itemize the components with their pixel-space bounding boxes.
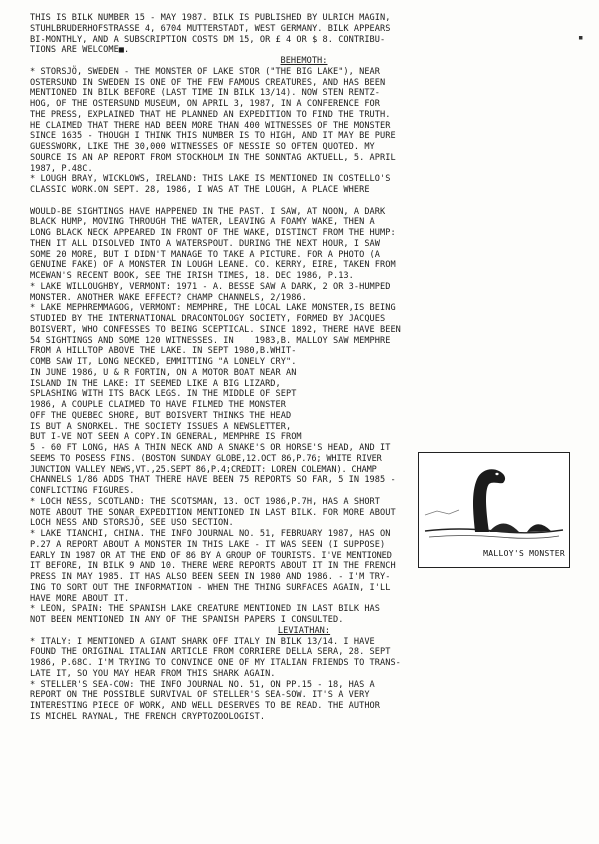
text-line: OFF THE QUEBEC SHORE, BUT BOISVERT THINKS THE HEAD bbox=[30, 410, 292, 421]
text-line: 54 SIGHTINGS AND SOME 120 WITNESSES. IN 1983,B. MALLOY SAW MEMPHRE bbox=[30, 335, 391, 346]
section-heading: LEVIATHAN: bbox=[277, 625, 331, 636]
margin-mark: ▪ bbox=[578, 33, 584, 43]
text-line: * LAKE WILLOUGHBY, VERMONT: 1971 - A. BESSE SAW A DARK, 2 OR 3-HUMPED bbox=[30, 281, 391, 292]
text-line: NOT BEEN MENTIONED IN ANY OF THE SPANISH PAPERS I CONSULTED. bbox=[30, 615, 344, 625]
text-line: P.27 A REPORT ABOUT A MONSTER IN THIS LAKE - IT WAS SEEN (I SUPPOSE) bbox=[30, 539, 386, 550]
text-line: FOUND THE ORIGINAL ITALIAN ARTICLE FROM CORRIERE DELLA SERA, 28. SEPT bbox=[30, 647, 391, 658]
malloys-monster-illustration bbox=[418, 452, 570, 568]
text-line: 1987, P.48C. bbox=[30, 163, 93, 174]
figure-caption: MALLOY'S MONSTER bbox=[483, 549, 565, 558]
text-line: IS MICHEL RAYNAL, THE FRENCH CRYPTOZOOLOGIST. bbox=[30, 711, 266, 722]
text-line: LOCH NESS AND STORSJÖ, SEE USO SECTION. bbox=[30, 518, 234, 529]
text-line: HAVE MORE ABOUT IT. bbox=[30, 593, 130, 604]
text-line: * LOUGH BRAY, WICKLOWS, IRELAND: THIS LAKE IS MENTIONED IN COSTELLO'S bbox=[30, 174, 391, 185]
text-line: 1986, A COUPLE CLAIMED TO HAVE FILMED THE MONSTER bbox=[30, 400, 286, 410]
text-line: IN JUNE 1986, U & R FORTIN, ON A MOTOR BOAT NEAR AN bbox=[30, 367, 297, 378]
text-line: THIS IS BILK NUMBER 15 - MAY 1987. BILK IS PUBLISHED BY ULRICH MAGIN, bbox=[30, 13, 391, 23]
text-line: SPLASHING WITH ITS BACK LEGS. IN THE MIDDLE OF SEPT bbox=[30, 389, 297, 400]
text-line: STUDIED BY THE INTERNATIONAL DRACONTOLOGY SOCIETY, FORMED BY JACQUES bbox=[30, 314, 386, 324]
text-line: * LEON, SPAIN: THE SPANISH LAKE CREATURE MENTIONED IN LAST BILK HAS bbox=[30, 604, 380, 615]
text-line: FROM A HILLTOP ABOVE THE LAKE. IN SEPT 1980,B.WHIT- bbox=[30, 346, 297, 357]
text-line: GUESSWORK, LIKE THE 30,000 WITNESSES OF NESSIE SO OFTEN QUOTED. MY bbox=[30, 142, 375, 152]
text-line: CHANNELS 1/86 ADDS THAT THERE HAVE BEEN 75 REPORTS SO FAR, 5 IN 1985 - bbox=[30, 475, 396, 486]
text-line: BOISVERT, WHO CONFESSES TO BEING SCEPTICAL. SINCE 1892, THERE HAVE BEEN bbox=[30, 324, 401, 335]
text-line: 5 - 60 FT LONG, HAS A THIN NECK AND A SNAKE'S OR HORSE'S HEAD, AND IT bbox=[30, 443, 391, 453]
text-line: BI-MONTHLY, AND A SUBSCRIPTION COSTS DM 15, OR £ 4 OR $ 8. CONTRIBU- bbox=[30, 34, 386, 45]
text-line: STUHLBRUDERHOFSTRASSE 4, 6704 MUTTERSTADT, WEST GERMANY. BILK APPEARS bbox=[30, 23, 391, 34]
section-heading: BEHEMOTH: bbox=[280, 56, 328, 66]
text-line: * LOCH NESS, SCOTLAND: THE SCOTSMAN, 13. OCT 1986,P.7H, HAS A SHORT bbox=[30, 496, 380, 507]
text-line: PRESS IN MAY 1985. IT HAS ALSO BEEN SEEN IN 1980 AND 1986. - I'M TRY- bbox=[30, 572, 391, 582]
text-line: IS BUT A SNORKEL. THE SOCIETY ISSUES A NEWSLETTER, bbox=[30, 421, 292, 432]
text-line: HE CLAIMED THAT THERE HAD BEEN MORE THAN 400 WITNESSES OF THE MONSTER bbox=[30, 120, 391, 131]
text-line: * ITALY: I MENTIONED A GIANT SHARK OFF ITALY IN BILK 13/14. I HAVE bbox=[30, 636, 375, 647]
text-line: 1986, P.68C. I'M TRYING TO CONVINCE ONE OF MY ITALIAN FRIENDS TO TRANS- bbox=[30, 658, 401, 668]
text-line: SOURCE IS AN AP REPORT FROM STOCKHOLM IN THE SONNTAG AKTUELL, 5. APRIL bbox=[30, 152, 396, 163]
lake-monster-drawing-icon bbox=[419, 453, 569, 549]
text-line: MONSTER. ANOTHER WAKE EFFECT? CHAMP CHANNELS, 2/1986. bbox=[30, 292, 307, 303]
text-line: THE PRESS, EXPLAINED THAT HE PLANNED AN EXPEDITION TO FIND THE TRUTH. bbox=[30, 109, 391, 120]
text-line: BLACK HUMP, MOVING THROUGH THE WATER, LEAVING A FOAMY WAKE, THEN A bbox=[30, 217, 375, 228]
text-line: LATE IT, SO YOU MAY HEAR FROM THIS SHARK AGAIN. bbox=[30, 668, 276, 679]
text-line: * LAKE TIANCHI, CHINA. THE INFO JOURNAL NO. 51, FEBRUARY 1987, HAS ON bbox=[30, 529, 391, 539]
text-line: * LAKE MEPHREMMAGOG, VERMONT: MEMPHRE, THE LOCAL LAKE MONSTER,IS BEING bbox=[30, 303, 396, 314]
text-line: SEEMS TO POSESS FINS. (BOSTON SUNDAY GLOBE,12.OCT 86,P.76; WHITE RIVER bbox=[30, 453, 382, 464]
text-line: ISLAND IN THE LAKE: IT SEEMED LIKE A BIG LIZARD, bbox=[30, 378, 281, 389]
text-line: OSTERSUND IN SWEDEN IS ONE OF THE FEW FAMOUS CREATURES, AND HAS BEEN bbox=[30, 77, 386, 88]
text-line: MCEWAN'S RECENT BOOK, SEE THE IRISH TIMES, 18. DEC 1986, P.13. bbox=[30, 271, 354, 281]
text-line: IT BEFORE, IN BILK 9 AND 10. THERE WERE REPORTS ABOUT IT IN THE FRENCH bbox=[30, 561, 396, 572]
text-line: COMB SAW IT, LONG NECKED, EMMITTING "A LONELY CRY". bbox=[30, 357, 297, 367]
text-line: THEN IT ALL DISOLVED INTO A WATERSPOUT. DURING THE NEXT HOUR, I SAW bbox=[30, 238, 380, 249]
text-line: HOG, OF THE OSTERSUND MUSEUM, ON APRIL 3, 1987, IN A CONFERENCE FOR bbox=[30, 99, 380, 109]
document-body bbox=[30, 13, 578, 723]
text-line: CONFLICTING FIGURES. bbox=[30, 486, 135, 496]
text-line: TIONS ARE WELCOME■. bbox=[30, 45, 130, 56]
text-line: REPORT ON THE POSSIBLE SURVIVAL OF STELLER'S SEA-SOW. IT'S A VERY bbox=[30, 690, 370, 701]
text-line bbox=[30, 196, 578, 207]
text-line: EARLY IN 1987 OR AT THE END OF 86 BY A GROUP OF TOURISTS. I'VE MENTIONED bbox=[30, 550, 392, 561]
text-line: MENTIONED IN BILK BEFORE (LAST TIME IN BILK 13/14). NOW STEN RENTZ- bbox=[30, 88, 380, 99]
text-line: NOTE ABOUT THE SONAR EXPEDITION MENTIONED IN LAST BILK. FOR MORE ABOUT bbox=[30, 507, 396, 518]
text-line: SINCE 1635 - THOUGH I THINK THIS NUMBER IS TO HIGH, AND IT MAY BE PURE bbox=[30, 131, 396, 142]
text-line: INTERESTING PIECE OF WORK, AND WELL DESERVES TO BE READ. THE AUTHOR bbox=[30, 701, 380, 711]
text-line: ING TO SORT OUT THE INFORMATION - WHEN THE THING SURFACES AGAIN, I'LL bbox=[30, 582, 391, 593]
text-line: * STORSJÖ, SWEDEN - THE MONSTER OF LAKE STOR ("THE BIG LAKE"), NEAR bbox=[30, 66, 380, 77]
text-line: JUNCTION VALLEY NEWS,VT.,25.SEPT 86,P.4;CREDIT: LOREN COLEMAN). CHAMP bbox=[30, 464, 377, 475]
text-line: BUT I-VE NOT SEEN A COPY.IN GENERAL, MEMPHRE IS FROM bbox=[30, 432, 302, 443]
text-line: SOME 20 MORE, BUT I DIDN'T MANAGE TO TAKE A PICTURE. FOR A PHOTO (A bbox=[30, 249, 380, 260]
text-line: CLASSIC WORK.ON SEPT. 28, 1986, I WAS AT THE LOUGH, A PLACE WHERE bbox=[30, 185, 370, 195]
text-line: WOULD-BE SIGHTINGS HAVE HAPPENED IN THE PAST. I SAW, AT NOON, A DARK bbox=[30, 206, 386, 217]
text-line: GENUINE FAKE) OF A MONSTER IN LOUGH LEANE. CO. KERRY, EIRE, TAKEN FROM bbox=[30, 260, 396, 271]
text-line: LONG BLACK NECK APPEARED IN FRONT OF THE WAKE, DISTINCT FROM THE HUMP: bbox=[30, 228, 396, 238]
text-line: * STELLER'S SEA-COW: THE INFO JOURNAL NO. 51, ON PP.15 - 18, HAS A bbox=[30, 679, 375, 690]
